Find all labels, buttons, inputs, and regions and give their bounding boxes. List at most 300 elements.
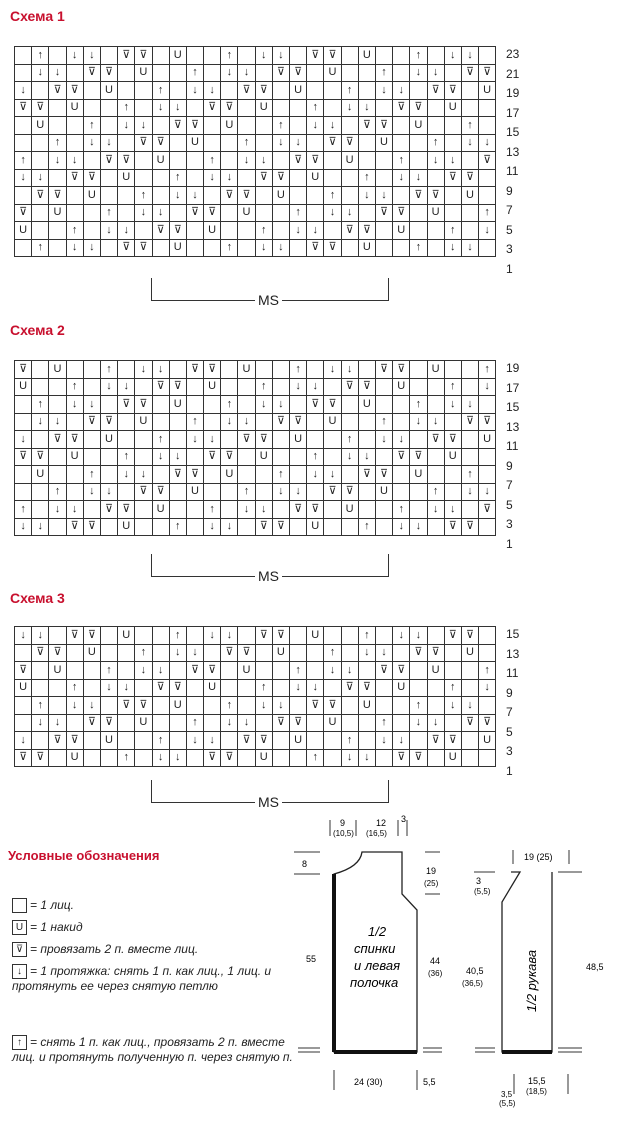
chart-cell: ⊽ [221, 749, 238, 767]
bottom-extra: 5,5 [423, 1077, 436, 1087]
chart-cell [290, 169, 307, 187]
chart-cell [255, 413, 272, 431]
chart-cell [461, 448, 478, 466]
chart-cell [272, 448, 289, 466]
chart-cell: U [238, 662, 255, 680]
row-number: 13 [506, 419, 520, 434]
chart-cell: ↓ [375, 187, 392, 205]
chart-cell [49, 697, 66, 715]
row-number: 23 [506, 47, 520, 61]
chart-cell [238, 47, 255, 65]
side-height-alt: (36) [428, 969, 443, 978]
chart-cell: ↓ [15, 431, 32, 449]
chart-cell [152, 466, 169, 484]
chart-cell: ⊽ [341, 134, 358, 152]
chart-cell [83, 222, 100, 240]
chart-cell: ↓ [358, 644, 375, 662]
chart-cell: ⊽ [152, 483, 169, 501]
chart-cell [100, 99, 117, 117]
chart-cell: ⊽ [100, 501, 117, 519]
shoulder-drop: 19 [426, 866, 437, 876]
chart-cell: U [238, 361, 255, 379]
chart-cell: ⊽ [100, 413, 117, 431]
chart-cell: ⊽ [204, 204, 221, 222]
chart-cell: ↓ [410, 169, 427, 187]
chart-cell [152, 47, 169, 65]
chart-cell: ⊽ [461, 413, 478, 431]
chart-cell [32, 361, 49, 379]
chart-cell [272, 99, 289, 117]
chart-cell: ⊽ [461, 169, 478, 187]
chart-cell: ↓ [32, 518, 49, 536]
chart-cell [238, 627, 255, 645]
chart-cell [427, 466, 444, 484]
chart-cell [49, 117, 66, 135]
chart-cell: U [15, 679, 32, 697]
chart-cell: ↑ [324, 187, 341, 205]
chart-cell: U [461, 187, 478, 205]
chart-cell: ↓ [100, 378, 117, 396]
chart-cell [15, 134, 32, 152]
chart-cell [221, 204, 238, 222]
chart-cell: U [100, 732, 117, 750]
yarnover-symbol-icon: U [12, 920, 27, 935]
chart-cell: ↑ [66, 378, 83, 396]
chart-cell: ↓ [83, 396, 100, 414]
row-number: 5 [506, 222, 513, 237]
chart-cell [118, 82, 135, 100]
chart-cell: U [255, 99, 272, 117]
chart-cell: ↓ [461, 697, 478, 715]
chart-cell: ⊽ [135, 134, 152, 152]
chart-cell: ⊽ [290, 501, 307, 519]
sleeve-length: 40,5 [466, 966, 484, 976]
chart-cell: ⊽ [83, 714, 100, 732]
row-number: 9 [506, 458, 513, 473]
chart-cell: ↓ [169, 644, 186, 662]
chart-cell [479, 396, 496, 414]
chart-cell: ↑ [100, 662, 117, 680]
chart-cell: ↓ [307, 679, 324, 697]
chart-cell: ↓ [324, 117, 341, 135]
chart-cell: ⊽ [186, 662, 203, 680]
chart-cell [272, 361, 289, 379]
chart-cell: U [358, 697, 375, 715]
chart-cell: U [358, 47, 375, 65]
chart-cell [238, 518, 255, 536]
chart-cell [135, 448, 152, 466]
pattern-schematic [290, 812, 620, 1122]
chart-cell [393, 134, 410, 152]
chart-cell: ↓ [341, 662, 358, 680]
chart-cell: ↓ [49, 714, 66, 732]
chart-cell: ⊽ [307, 239, 324, 257]
chart-cell [393, 64, 410, 82]
legend-item-yarnover [12, 920, 302, 935]
chart-cell: ↑ [186, 64, 203, 82]
chart-cell [221, 152, 238, 170]
chart-cell: ↑ [375, 64, 392, 82]
chart-cell [479, 749, 496, 767]
chart-cell: ↓ [272, 134, 289, 152]
chart-cell [221, 361, 238, 379]
chart-cell: ↓ [186, 82, 203, 100]
chart-cell: U [272, 187, 289, 205]
chart-cell [221, 431, 238, 449]
chart-cell [461, 361, 478, 379]
chart-cell: ↓ [341, 204, 358, 222]
chart-cell [272, 749, 289, 767]
chart-cell [358, 64, 375, 82]
chart-cell [341, 117, 358, 135]
chart-cell: ↓ [204, 82, 221, 100]
chart-cell [238, 222, 255, 240]
chart-cell: ⊽ [15, 361, 32, 379]
chart-cell [169, 501, 186, 519]
chart-cell: ↓ [238, 152, 255, 170]
chart-cell: ⊽ [393, 749, 410, 767]
chart-cell: ↓ [169, 448, 186, 466]
chart-cell [479, 169, 496, 187]
chart-cell: ↑ [375, 714, 392, 732]
chart-cell [49, 749, 66, 767]
chart-cell: ↓ [204, 732, 221, 750]
sleeve-cap-alt: (5,5) [474, 887, 491, 896]
chart-cell [341, 413, 358, 431]
chart-cell: ⊽ [49, 187, 66, 205]
chart-cell: ↓ [15, 169, 32, 187]
legend-item-knit [12, 898, 302, 913]
chart-cell [118, 413, 135, 431]
scheme1-grid [14, 46, 496, 257]
chart-cell: U [15, 378, 32, 396]
chart-cell [444, 714, 461, 732]
chart-cell: U [152, 152, 169, 170]
chart-cell: ⊽ [393, 361, 410, 379]
chart-cell [66, 134, 83, 152]
chart-cell: U [32, 466, 49, 484]
chart-cell: ↓ [32, 627, 49, 645]
chart-cell: ⊽ [118, 239, 135, 257]
chart-cell: ⊽ [238, 187, 255, 205]
chart-cell: ↑ [238, 483, 255, 501]
chart-cell [393, 47, 410, 65]
chart-cell [358, 431, 375, 449]
chart-cell: U [358, 396, 375, 414]
chart-cell [461, 222, 478, 240]
chart-cell: U [444, 99, 461, 117]
chart-cell: ↓ [479, 679, 496, 697]
chart-cell: ↓ [358, 99, 375, 117]
chart-cell [204, 47, 221, 65]
chart-cell [461, 662, 478, 680]
chart-cell: ↑ [410, 47, 427, 65]
chart-cell [221, 82, 238, 100]
chart-cell [66, 187, 83, 205]
chart-cell: ↓ [272, 47, 289, 65]
chart-cell: ↓ [393, 732, 410, 750]
chart-cell: U [393, 679, 410, 697]
chart-cell: ↓ [204, 431, 221, 449]
chart-cell [100, 448, 117, 466]
chart-cell: ↑ [169, 169, 186, 187]
chart-cell: ↓ [255, 501, 272, 519]
chart-cell [461, 82, 478, 100]
chart-cell: ⊽ [186, 361, 203, 379]
chart-cell [135, 627, 152, 645]
chart-cell [393, 466, 410, 484]
chart-cell: ⊽ [32, 448, 49, 466]
chart-cell: ↓ [272, 396, 289, 414]
chart-cell: ↑ [444, 222, 461, 240]
chart-cell [479, 187, 496, 205]
chart-cell: ⊽ [461, 64, 478, 82]
chart-cell: ↑ [479, 204, 496, 222]
chart-cell: ↓ [307, 466, 324, 484]
row-number: 21 [506, 66, 520, 81]
chart-cell: ⊽ [358, 378, 375, 396]
chart-cell: ⊽ [444, 732, 461, 750]
chart-cell [169, 413, 186, 431]
chart-cell: ↓ [272, 697, 289, 715]
row-number: 15 [506, 125, 520, 139]
chart-cell: ↓ [290, 679, 307, 697]
chart-cell: ↓ [358, 749, 375, 767]
chart-cell [307, 187, 324, 205]
chart-cell [49, 222, 66, 240]
chart-cell: ⊽ [100, 64, 117, 82]
chart-cell [204, 483, 221, 501]
chart-cell [135, 222, 152, 240]
chart-cell [15, 483, 32, 501]
chart-cell: ⊽ [135, 483, 152, 501]
chart-cell [479, 644, 496, 662]
chart-cell: ↑ [186, 714, 203, 732]
chart-cell: ⊽ [66, 82, 83, 100]
chart-cell [444, 64, 461, 82]
chart-cell: ↓ [358, 448, 375, 466]
chart-cell: U [118, 169, 135, 187]
chart-cell [100, 169, 117, 187]
chart-cell: ⊽ [444, 627, 461, 645]
chart-cell [375, 448, 392, 466]
chart-cell: ⊽ [49, 644, 66, 662]
chart-cell [341, 697, 358, 715]
chart-cell: ⊽ [100, 152, 117, 170]
chart-cell: ↓ [324, 204, 341, 222]
chart-cell: ↑ [32, 697, 49, 715]
row-number: 5 [506, 724, 513, 739]
chart-cell [66, 483, 83, 501]
chart-cell [324, 82, 341, 100]
chart-cell: U [307, 627, 324, 645]
chart-cell: ↓ [32, 64, 49, 82]
chart-cell [135, 518, 152, 536]
chart-cell: U [444, 749, 461, 767]
chart-cell [444, 204, 461, 222]
chart-cell: U [427, 204, 444, 222]
chart-cell: ↓ [32, 169, 49, 187]
chart-cell: ⊽ [324, 134, 341, 152]
chart-cell: ⊽ [479, 152, 496, 170]
chart-cell: ⊽ [358, 679, 375, 697]
chart-cell [238, 396, 255, 414]
chart-cell [290, 187, 307, 205]
chart-cell: U [135, 714, 152, 732]
chart-cell [169, 662, 186, 680]
chart-cell: ↑ [221, 239, 238, 257]
chart-cell: ↓ [66, 239, 83, 257]
chart-cell: ⊽ [118, 396, 135, 414]
chart-cell: ↑ [307, 99, 324, 117]
chart-cell: ⊽ [83, 169, 100, 187]
chart-cell: ↑ [307, 448, 324, 466]
chart-cell: ⊽ [307, 152, 324, 170]
chart-cell: ↓ [461, 134, 478, 152]
chart-cell: ↓ [410, 64, 427, 82]
chart-cell [341, 714, 358, 732]
chart-cell: U [186, 483, 203, 501]
chart-cell: ↑ [375, 413, 392, 431]
chart-cell: ↓ [393, 518, 410, 536]
chart-cell [186, 697, 203, 715]
scheme2-ms-label: MS [255, 568, 282, 584]
chart-cell: U [204, 679, 221, 697]
chart-cell: ↑ [393, 152, 410, 170]
chart-cell: ↑ [15, 152, 32, 170]
chart-cell: ↓ [221, 64, 238, 82]
chart-cell: U [169, 396, 186, 414]
chart-cell [324, 152, 341, 170]
chart-cell [32, 378, 49, 396]
chart-cell [324, 378, 341, 396]
chart-cell [272, 679, 289, 697]
chart-cell: ↓ [444, 47, 461, 65]
chart-cell: ↑ [358, 627, 375, 645]
chart-cell: U [393, 222, 410, 240]
row-number: 1 [506, 763, 513, 778]
chart-cell [15, 466, 32, 484]
chart-cell [444, 361, 461, 379]
chart-cell: ⊽ [479, 64, 496, 82]
chart-cell: U [375, 134, 392, 152]
chart-cell: ⊽ [32, 187, 49, 205]
chart-cell [49, 169, 66, 187]
chart-cell [461, 204, 478, 222]
chart-cell: ↓ [100, 222, 117, 240]
row-number: 11 [506, 164, 519, 178]
chart-cell: ⊽ [393, 662, 410, 680]
chart-cell: ⊽ [272, 518, 289, 536]
row-number: 19 [506, 86, 520, 100]
chart-cell [307, 662, 324, 680]
chart-cell: ⊽ [255, 627, 272, 645]
chart-cell [358, 483, 375, 501]
chart-cell: U [135, 64, 152, 82]
chart-cell: ↑ [461, 466, 478, 484]
ssk-symbol-icon: ↓ [12, 964, 27, 979]
chart-cell: ⊽ [100, 714, 117, 732]
knit-symbol-icon [12, 898, 27, 913]
chart-cell [427, 99, 444, 117]
chart-cell: ↑ [169, 518, 186, 536]
chart-cell: U [461, 644, 478, 662]
chart-cell [272, 501, 289, 519]
chart-cell: ⊽ [118, 47, 135, 65]
chart-cell: ⊽ [375, 361, 392, 379]
chart-cell: ⊽ [66, 431, 83, 449]
chart-cell: U [49, 361, 66, 379]
chart-cell [49, 679, 66, 697]
chart-cell [100, 187, 117, 205]
row-number: 3 [506, 744, 513, 758]
chart-cell: ↓ [444, 501, 461, 519]
chart-cell: ↓ [221, 714, 238, 732]
chart-cell [255, 187, 272, 205]
chart-cell: ⊽ [410, 749, 427, 767]
chart-cell [290, 644, 307, 662]
chart-cell: ⊽ [444, 431, 461, 449]
scheme1-title: Схема 1 [10, 8, 65, 24]
chart-cell [255, 644, 272, 662]
chart-cell [152, 413, 169, 431]
chart-cell [341, 518, 358, 536]
chart-cell [324, 222, 341, 240]
chart-cell [375, 518, 392, 536]
chart-cell [221, 134, 238, 152]
chart-cell: ↓ [427, 714, 444, 732]
chart-cell [32, 431, 49, 449]
chart-cell: ↓ [461, 239, 478, 257]
chart-cell: ⊽ [307, 47, 324, 65]
chart-cell: ⊽ [461, 518, 478, 536]
chart-cell: ⊽ [272, 64, 289, 82]
chart-cell: ↓ [238, 501, 255, 519]
chart-cell: ↑ [204, 152, 221, 170]
chart-cell: ↓ [15, 732, 32, 750]
chart-cell: ↓ [100, 483, 117, 501]
chart-cell [169, 82, 186, 100]
chart-cell [169, 732, 186, 750]
chart-cell: ⊽ [410, 99, 427, 117]
chart-cell: ⊽ [461, 714, 478, 732]
chart-cell [307, 413, 324, 431]
chart-cell: ⊽ [324, 239, 341, 257]
chart-cell: ↓ [186, 431, 203, 449]
chart-cell [255, 134, 272, 152]
chart-cell [238, 239, 255, 257]
row-number: 1 [506, 536, 513, 551]
chart-cell [375, 679, 392, 697]
chart-cell [461, 99, 478, 117]
chart-cell [358, 134, 375, 152]
chart-cell [393, 413, 410, 431]
chart-cell: ⊽ [479, 501, 496, 519]
row-number: 17 [506, 105, 520, 120]
chart-cell: ⊽ [83, 518, 100, 536]
chart-cell [393, 239, 410, 257]
chart-cell: ↑ [255, 378, 272, 396]
chart-cell: ↓ [393, 82, 410, 100]
chart-cell [290, 47, 307, 65]
chart-cell [186, 47, 203, 65]
chart-cell: ⊽ [255, 518, 272, 536]
chart-cell [83, 431, 100, 449]
chart-cell [427, 697, 444, 715]
chart-cell [341, 627, 358, 645]
chart-cell [118, 714, 135, 732]
top-width-alt-1: (10,5) [333, 829, 354, 838]
